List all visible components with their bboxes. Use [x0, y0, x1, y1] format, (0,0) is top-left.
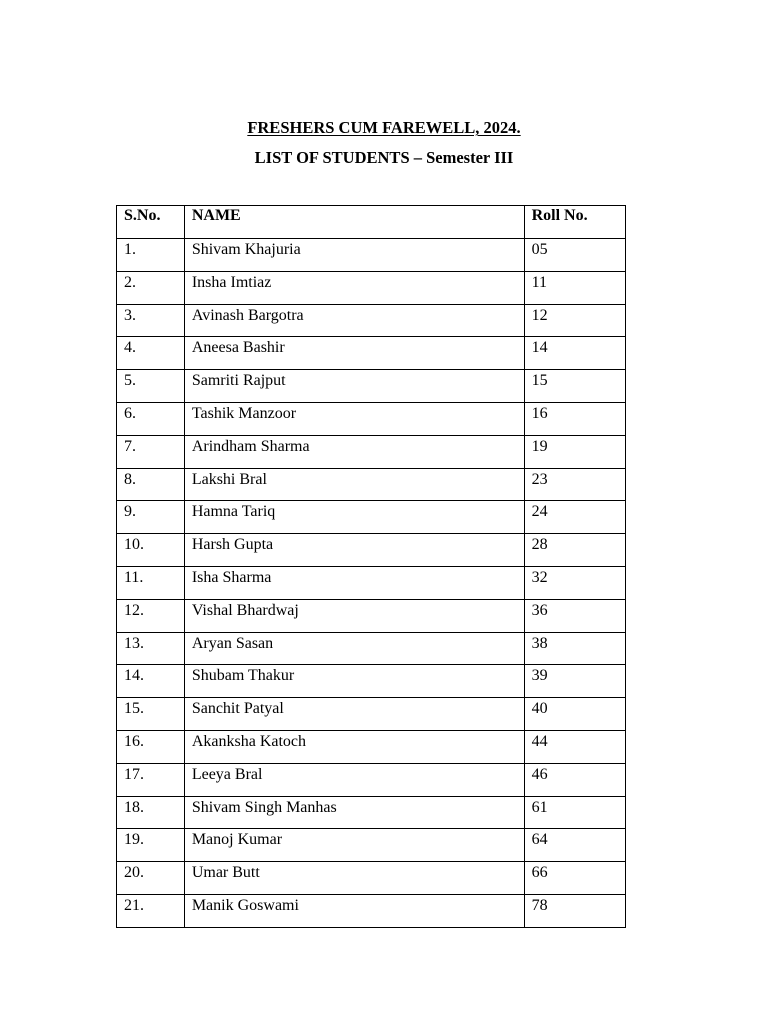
cell-name: Akanksha Katoch	[184, 730, 524, 763]
table-row	[117, 435, 626, 468]
cell-sno: 7.	[117, 435, 185, 468]
table-row	[117, 304, 626, 337]
cell-name: Manoj Kumar	[184, 829, 524, 862]
cell-name: Samriti Rajput	[184, 370, 524, 403]
header-sno: S.No.	[117, 206, 185, 239]
table-row	[117, 337, 626, 370]
cell-sno: 20.	[117, 862, 185, 895]
cell-name: Isha Sharma	[184, 566, 524, 599]
table-row	[117, 370, 626, 403]
cell-roll: 46	[524, 763, 625, 796]
table-row	[117, 698, 626, 731]
cell-roll: 11	[524, 271, 625, 304]
cell-roll: 39	[524, 665, 625, 698]
cell-roll: 64	[524, 829, 625, 862]
table-row	[117, 796, 626, 829]
cell-name: Shubam Thakur	[184, 665, 524, 698]
cell-sno: 18.	[117, 796, 185, 829]
cell-sno: 21.	[117, 894, 185, 927]
table-row	[117, 763, 626, 796]
cell-roll: 23	[524, 468, 625, 501]
cell-roll: 24	[524, 501, 625, 534]
table-row	[117, 665, 626, 698]
document-subtitle: LIST OF STUDENTS – Semester III	[254, 148, 514, 167]
cell-roll: 12	[524, 304, 625, 337]
table-row	[117, 501, 626, 534]
cell-name: Harsh Gupta	[184, 534, 524, 567]
cell-sno: 6.	[117, 402, 185, 435]
cell-sno: 13.	[117, 632, 185, 665]
cell-sno: 17.	[117, 763, 185, 796]
header-row	[117, 206, 626, 239]
cell-roll: 61	[524, 796, 625, 829]
cell-roll: 66	[524, 862, 625, 895]
cell-name: Vishal Bhardwaj	[184, 599, 524, 632]
table-row	[117, 632, 626, 665]
cell-name: Hamna Tariq	[184, 501, 524, 534]
table-row	[117, 862, 626, 895]
cell-roll: 78	[524, 894, 625, 927]
table-row	[117, 566, 626, 599]
cell-name: Aneesa Bashir	[184, 337, 524, 370]
cell-name: Arindham Sharma	[184, 435, 524, 468]
table-row	[117, 894, 626, 927]
cell-sno: 5.	[117, 370, 185, 403]
table-row	[117, 271, 626, 304]
cell-roll: 36	[524, 599, 625, 632]
cell-roll: 14	[524, 337, 625, 370]
cell-roll: 28	[524, 534, 625, 567]
cell-roll: 05	[524, 239, 625, 272]
cell-roll: 16	[524, 402, 625, 435]
cell-sno: 11.	[117, 566, 185, 599]
cell-name: Umar Butt	[184, 862, 524, 895]
table-row	[117, 468, 626, 501]
cell-sno: 9.	[117, 501, 185, 534]
table-row	[117, 829, 626, 862]
cell-sno: 2.	[117, 271, 185, 304]
table-header	[117, 206, 626, 239]
cell-sno: 15.	[117, 698, 185, 731]
table-row	[117, 730, 626, 763]
cell-name: Lakshi Bral	[184, 468, 524, 501]
cell-sno: 14.	[117, 665, 185, 698]
table-body	[117, 239, 626, 928]
cell-sno: 16.	[117, 730, 185, 763]
cell-name: Shivam Singh Manhas	[184, 796, 524, 829]
cell-sno: 10.	[117, 534, 185, 567]
cell-name: Shivam Khajuria	[184, 239, 524, 272]
cell-roll: 32	[524, 566, 625, 599]
cell-sno: 1.	[117, 239, 185, 272]
table-row	[117, 534, 626, 567]
cell-sno: 19.	[117, 829, 185, 862]
students-table	[116, 205, 626, 928]
cell-name: Leeya Bral	[184, 763, 524, 796]
header-name: NAME	[184, 206, 524, 239]
cell-sno: 12.	[117, 599, 185, 632]
cell-roll: 40	[524, 698, 625, 731]
cell-name: Insha Imtiaz	[184, 271, 524, 304]
cell-name: Manik Goswami	[184, 894, 524, 927]
cell-roll: 19	[524, 435, 625, 468]
cell-sno: 3.	[117, 304, 185, 337]
table-row	[117, 239, 626, 272]
cell-sno: 4.	[117, 337, 185, 370]
cell-name: Sanchit Patyal	[184, 698, 524, 731]
cell-name: Aryan Sasan	[184, 632, 524, 665]
table-row	[117, 599, 626, 632]
cell-name: Tashik Manzoor	[184, 402, 524, 435]
cell-roll: 44	[524, 730, 625, 763]
cell-name: Avinash Bargotra	[184, 304, 524, 337]
cell-roll: 38	[524, 632, 625, 665]
cell-roll: 15	[524, 370, 625, 403]
table-row	[117, 402, 626, 435]
header-roll: Roll No.	[524, 206, 625, 239]
document-title: FRESHERS CUM FAREWELL, 2024.	[247, 118, 521, 137]
cell-sno: 8.	[117, 468, 185, 501]
